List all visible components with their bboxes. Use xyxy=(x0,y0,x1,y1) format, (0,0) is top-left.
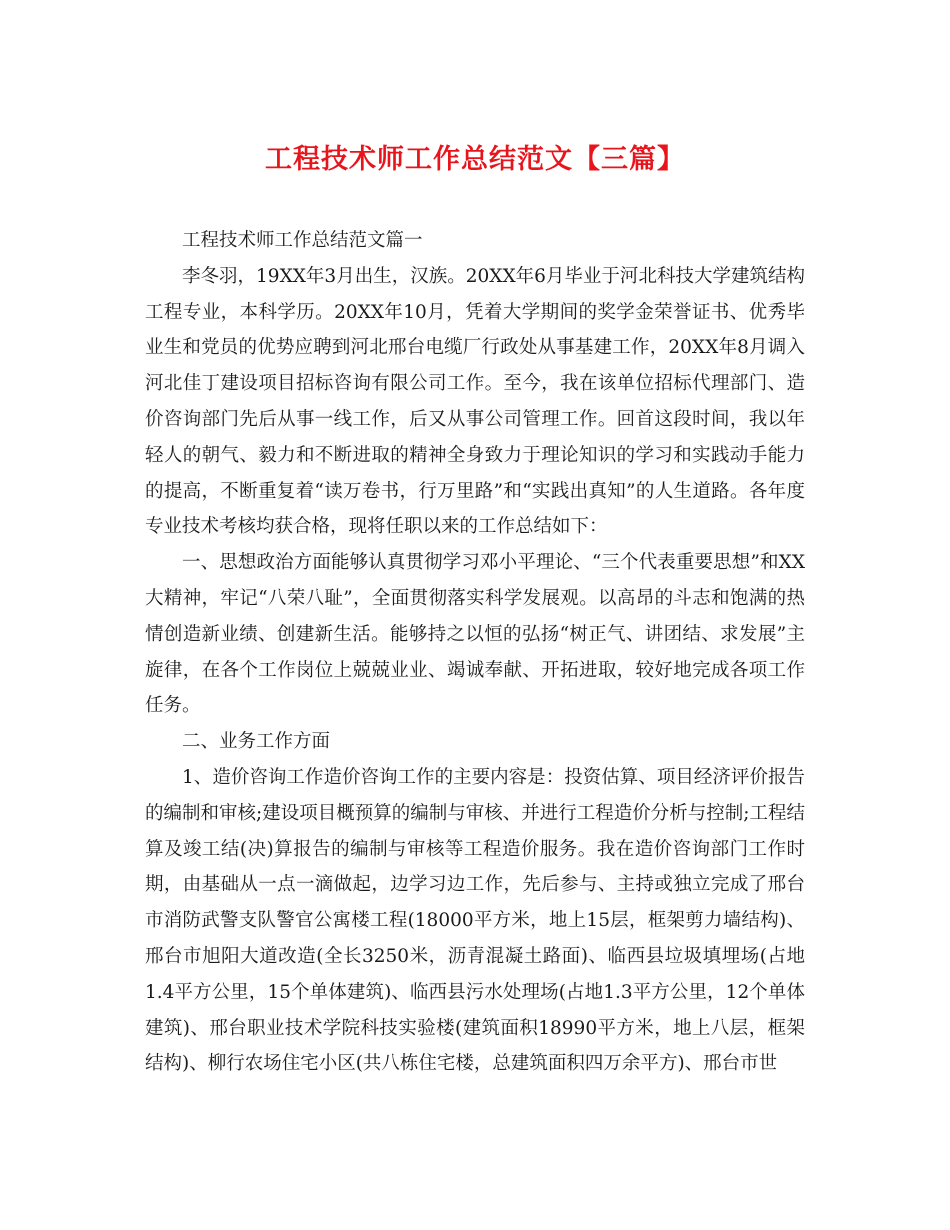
section-heading-part-one: 工程技术师工作总结范文篇一 xyxy=(182,230,423,251)
paragraph-personal-intro: 李冬羽，19XX年3月出生，汉族。20XX年6月毕业于河北科技大学建筑结构工程专业，本科学历。20XX年10月，凭着大学期间的奖学金荣誉证书、优秀毕业生和党员的优势应聘到河北邢台电缆厂行政处从事基建工作，20XX年8月调入河北佳丁建设项目招标咨询有限公司工作。至今，我在该单位招标代理部门、造价咨询部门先后从事一线工作，后又从事公司管理工作。回首这段时间，我以年轻人的朝气、毅力和不断进取的精神全身致力于理论知识的学习和实践动手能力的提高，不断重复着“读万卷书，行万里路”和“实践出真知”的人生道路。各年度专业技术考核均获合格，现将任职以来的工作总结如下： xyxy=(145,265,805,538)
document-title: 工程技术师工作总结范文【三篇】 xyxy=(265,144,685,175)
document-body xyxy=(145,223,805,1082)
paragraph-cost-consulting: 1、造价咨询工作造价咨询工作的主要内容是：投资估算、项目经济评价报告的编制和审核;建设项目概预算的编制与审核、并进行工程造价分析与控制;工程结算及竣工结(决)算报告的编制与审核等工程造价服务。我在造价咨询部门工作时期，由基础从一点一滴做起，边学习边工作，先后参与、主持或独立完成了邢台市消防武警支队警官公寓楼工程(18000平方米，地上15层，框架剪力墙结构)、邢台市旭阳大道改造(全长3250米，沥青混凝土路面)、临西县垃圾填埋场(占地1.4平方公里，15个单体建筑)、临西县污水处理场(占地1.3平方公里，12个单体建筑)、邢台职业技术学院科技实验楼(建筑面积18990平方米，地上八层，框架结构)、柳行农场住宅小区(共八栋住宅楼，总建筑面积四万余平方)、邢台市世 xyxy=(145,766,805,1075)
section-heading-business-work: 二、业务工作方面 xyxy=(182,731,331,753)
paragraph-political-ideology: 一、思想政治方面能够认真贯彻学习邓小平理论、“三个代表重要思想”和XX大精神，牢记“八荣八耻”，全面贯彻落实科学发展观。以高昂的斗志和饱满的热情创造新业绩、创建新生活。能够持之以恒的弘扬“树正气、讲团结、求发展”主旋律，在各个工作岗位上兢兢业业、竭诚奉献、开拓进取，较好地完成各项工作任务。 xyxy=(145,552,805,717)
